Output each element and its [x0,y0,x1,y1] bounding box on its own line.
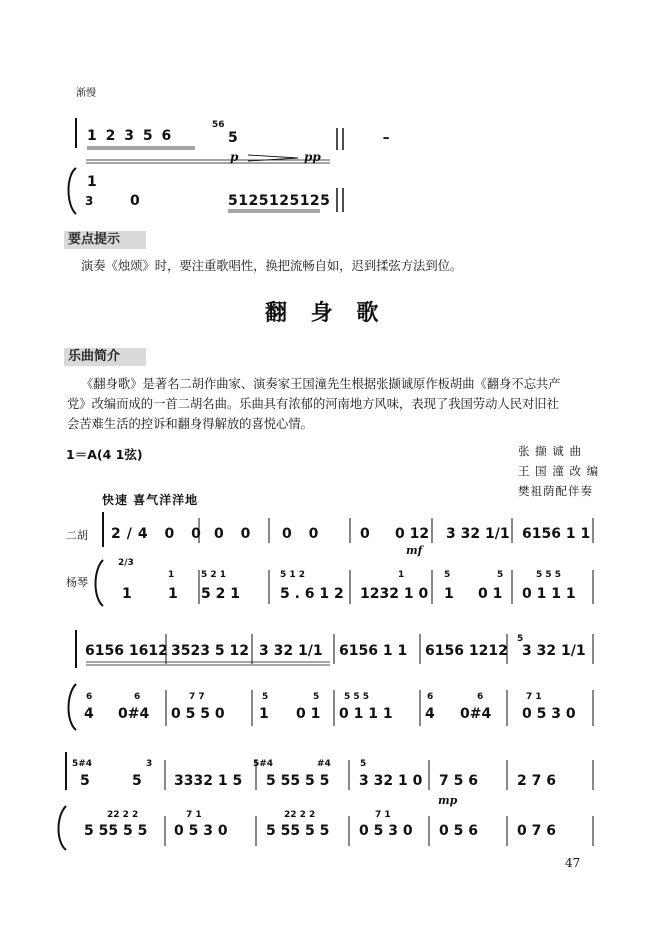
top-erhu-grace: 56 [212,120,225,130]
s1-yq-top-4: 5 1 2 [280,570,306,580]
s1-yq-m3: 5 2 1 [201,586,240,602]
s3-erhu-m2: 5 [132,773,142,789]
s3-erhu-grace-1: 5#4 [72,759,93,769]
s2-yq-top-9: 7 1 [526,692,542,702]
s3-erhu-m7: 2 7 6 [517,773,556,789]
intro-line-1: 《翻身歌》是著名二胡作曲家、演奏家王国潼先生根据张撷诚原作板胡曲《翻身不忘共产 [81,377,561,391]
s2-yq-m4: 1 [259,706,269,722]
s1-yq-top-5: 1 [398,570,405,580]
s3-yq-m6: 0 7 6 [517,823,556,839]
dynamic-mf: mf [406,544,423,557]
dynamic-pp: pp [304,150,321,164]
song-title: 翻 身 歌 [265,301,387,326]
top-yangqin-lower: 3 [85,194,94,208]
s3-erhu-m1: 5 [80,773,90,789]
top-yangqin-run: 5125125125 [228,193,331,209]
s2-erhu-m6: 3 32 1/1 [522,643,586,659]
s2-yq-top-2: 6 [134,692,141,702]
instrument-yangqin-label: 杨琴 [66,576,88,589]
dynamic-p: p [230,150,239,164]
s2-yq-m7: 4 [425,706,435,722]
s3-erhu-grace-5: 5 [360,759,367,769]
top-erhu-notes: 1 2 3 5 6 [87,128,174,144]
s3-erhu-m3: 3332 1 5 [174,773,243,789]
instrument-erhu-label: 二胡 [66,529,88,542]
s1-erhu-m2: 0 0 [214,526,257,542]
s2-yq-m5: 0 1 [296,706,321,722]
s1-erhu-m1: 2/4 0 0 [111,526,207,542]
s2-erhu-m3: 3 32 1/1 [259,643,323,659]
s3-erhu-grace-3: 5#4 [253,759,274,769]
s3-yq-m5: 0 5 6 [439,823,478,839]
key-signature: 1＝A(4 1弦) [66,447,143,462]
s2-erhu-m4: 6156 1 1 [339,643,408,659]
credit-1: 张 撷 诚 曲 [518,444,582,458]
intro-line-2: 党》改编而成的一首二胡名曲。乐曲具有浓郁的河南地方风味，表现了我国劳动人民对旧社 [67,397,559,411]
s2-erhu-m5: 6156 1212 [425,643,508,659]
s2-yq-top-4: 5 [262,692,269,702]
s2-yq-m9: 0 5 3 0 [522,706,576,722]
s1-erhu-m5: 0 12 [395,526,430,542]
s3-yq-top-1: 22 2 2 [107,810,139,820]
s2-erhu-m2: 3523 5 12 [171,643,249,659]
s1-yq-top-6: 5 [444,570,451,580]
s2-yq-m1: 4 [84,706,94,722]
s1-yq-top-1: 2/3 [118,558,134,568]
s3-erhu-grace-4: #4 [317,759,331,769]
s1-yq-m4: 5 . 6 1 2 [280,586,344,602]
s3-yq-top-4: 7 1 [375,810,391,820]
page-number: 47 [565,856,581,870]
s2-yq-top-6: 5 5 5 [344,692,370,702]
top-yangqin-rest: 0 [130,193,140,209]
key-points-heading: 要点提示 [64,231,146,249]
s2-yq-top-1: 6 [86,692,93,702]
s1-erhu-m7: 6156 1 1 [522,526,591,542]
s1-erhu-m3: 0 0 [282,526,325,542]
s1-yq-top-3: 5 2 1 [201,570,227,580]
s2-yq-top-7: 6 [427,692,434,702]
s3-yq-m4: 0 5 3 0 [359,823,413,839]
s2-yq-top-3: 7 7 [189,692,205,702]
s2-yq-top-8: 6 [477,692,484,702]
key-points-text: 演奏《烛颂》时，要注重歌唱性，换把流畅自如，迟到揉弦方法到位。 [81,259,463,273]
credit-2: 王 国 潼 改 编 [518,464,600,478]
s2-yq-m3: 0 5 5 0 [171,706,225,722]
s3-yq-m1: 5 55 5 5 [84,823,148,839]
s1-yq-m2: 1 [168,586,178,602]
s2-yq-m6: 0 1 1 1 [339,706,393,722]
s1-yq-top-7: 5 [497,570,504,580]
s3-erhu-grace-2: 3 [146,759,153,769]
s3-erhu-m4: 5 55 5 5 [266,773,330,789]
intro-heading: 乐曲简介 [64,348,146,366]
s2-yq-m8: 0#4 [460,706,492,722]
tempo-marking-slowing: 渐慢 [76,88,96,99]
s3-erhu-m5: 3 32 1 0 [359,773,423,789]
s1-yq-m6: 1 [444,586,454,602]
s3-yq-top-2: 7 1 [186,810,202,820]
top-yangqin-upper: 1 [87,174,97,190]
s2-yq-top-5: 5 [313,692,320,702]
s1-erhu-m4: 0 [360,526,370,542]
intro-line-3: 会苦难生活的控诉和翻身得解放的喜悦心情。 [67,417,313,431]
s3-yq-m2: 0 5 3 0 [174,823,228,839]
tempo-marking: 快速 喜气洋洋地 [102,493,199,507]
credit-3: 樊祖荫配伴奏 [518,484,593,498]
s3-yq-top-3: 22 2 2 [284,810,316,820]
s2-erhu-m1: 6156 1612 [85,643,168,659]
s1-yq-m5: 1232 1 0 [360,586,429,602]
s3-erhu-m6: 7 5 6 [439,773,478,789]
dynamic-mp: mp [438,794,458,807]
top-erhu-end: 5 – [228,130,460,146]
s1-erhu-m6: 3 32 1/1 [446,526,510,542]
s2-yq-m2: 0#4 [118,706,150,722]
s1-yq-top-2: 1 [168,570,175,580]
s1-yq-m1: 1 [122,586,132,602]
s1-yq-m7: 0 1 [478,586,503,602]
s2-erhu-grace: 5 [517,634,524,644]
s1-yq-top-8: 5 5 5 [536,570,562,580]
s1-yq-m8: 0 1 1 1 [522,586,576,602]
s3-yq-m3: 5 55 5 5 [266,823,330,839]
